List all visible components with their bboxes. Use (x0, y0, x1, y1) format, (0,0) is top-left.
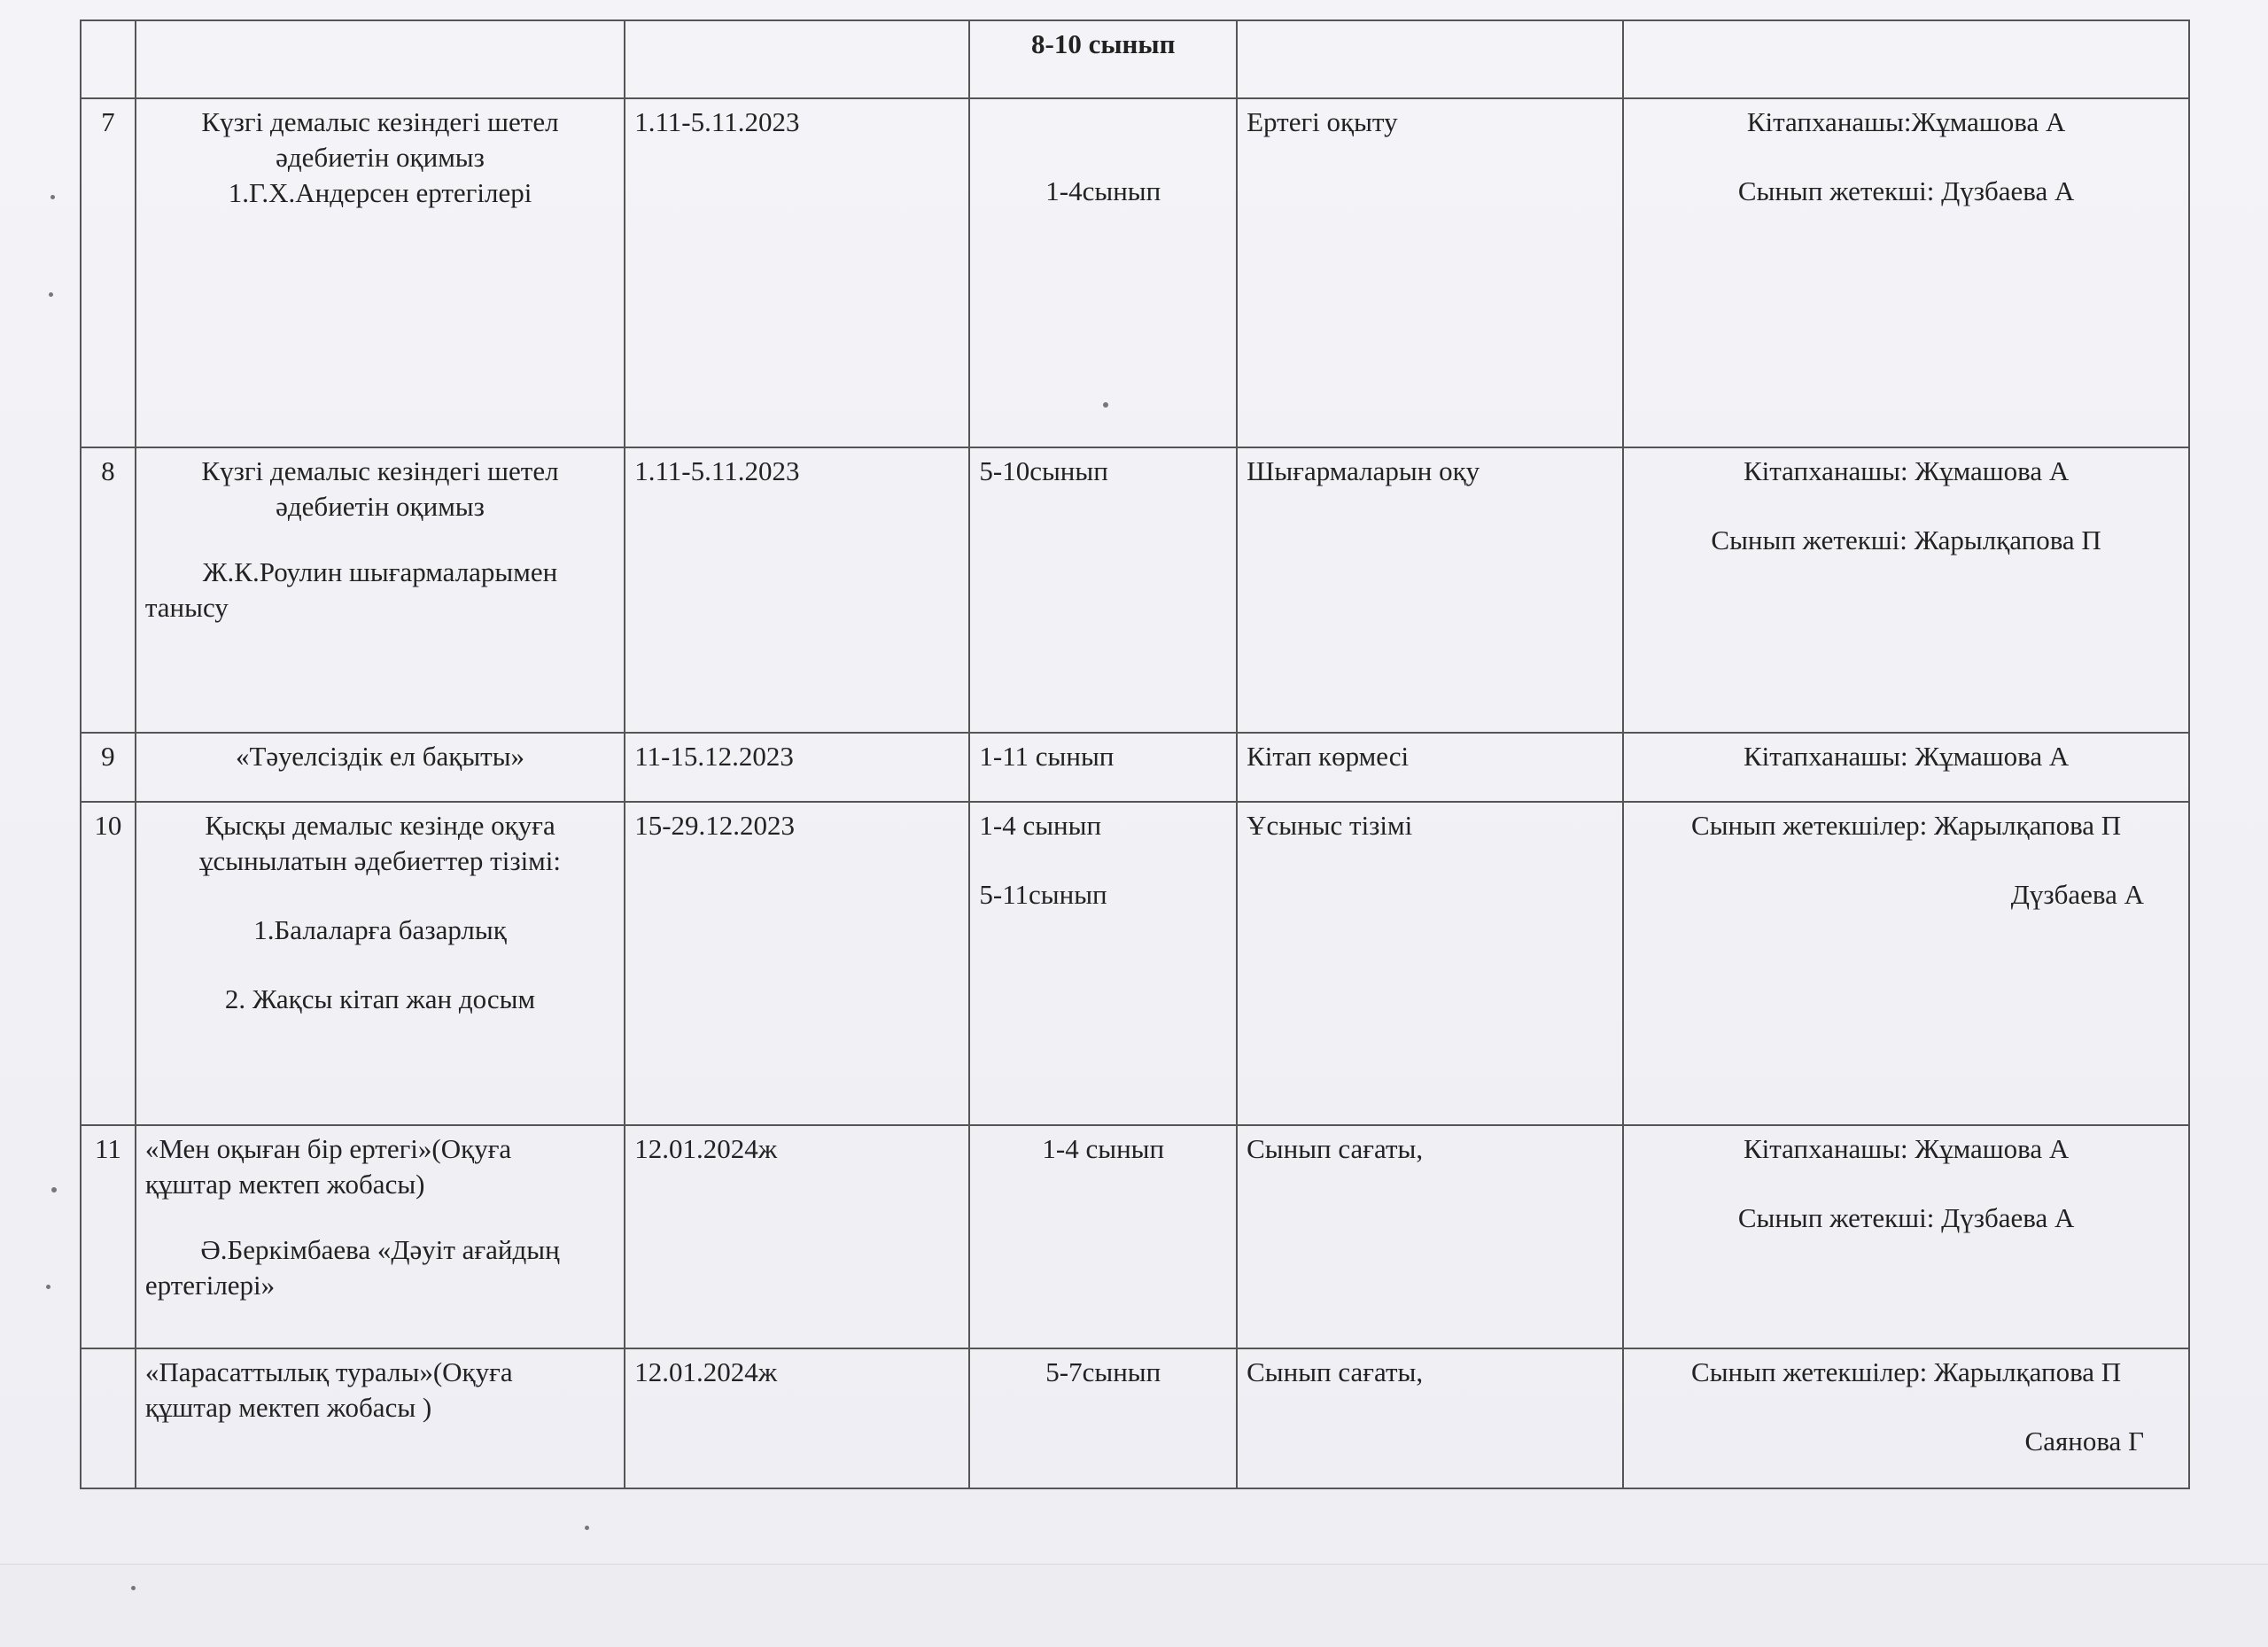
event-title-line: әдебиетін оқимыз (276, 491, 485, 522)
scan-speck (585, 1526, 589, 1530)
event-title-line: Қысқы демалыс кезінде оқуға (205, 810, 555, 841)
scan-speck (46, 1285, 50, 1289)
event-form: Сынып сағаты, (1237, 1125, 1623, 1348)
event-form: Шығармаларын оқу (1237, 447, 1623, 733)
scan-speck (51, 1187, 57, 1193)
event-classes (969, 447, 1237, 733)
event-date: 12.01.2024ж (625, 1348, 969, 1488)
event-date: 11-15.12.2023 (625, 733, 969, 802)
event-title (136, 733, 625, 802)
class-line: 5-10сынып (979, 455, 1108, 486)
event-title-line: «Тәуелсіздік ел бақыты» (235, 741, 525, 772)
table-row-continuation (81, 20, 2189, 98)
event-form: Сынып сағаты, (1237, 1348, 1623, 1488)
cell-date (625, 20, 969, 98)
event-form: Ұсыныс тізімі (1237, 802, 1623, 1125)
responsible-line: Сынып жетекшілер: Жарылқапова П (1691, 1356, 2122, 1387)
table-row (81, 733, 2189, 802)
row-number: 10 (81, 802, 136, 1125)
cell-responsible (1623, 20, 2189, 98)
table-row (81, 447, 2189, 733)
event-responsible (1623, 1348, 2189, 1488)
event-classes (969, 1348, 1237, 1488)
responsible-line: Сынып жетекшілер: Жарылқапова П (1691, 810, 2122, 841)
event-responsible (1623, 447, 2189, 733)
event-responsible (1623, 1125, 2189, 1348)
event-title-line: Күзгі демалыс кезіндегі шетел (201, 455, 559, 486)
cell-form (1237, 20, 1623, 98)
class-line: 5-7сынып (1045, 1356, 1161, 1387)
events-plan-table (80, 19, 2190, 1489)
responsible-line: Кітапханашы: Жұмашова А (1743, 1133, 2070, 1164)
scan-speck (131, 1586, 136, 1590)
event-classes (969, 733, 1237, 802)
cell-title (136, 20, 625, 98)
event-title (136, 1348, 625, 1488)
event-title-line: 1.Г.Х.Андерсен ертегілері (228, 177, 532, 208)
event-form: Кітап көрмесі (1237, 733, 1623, 802)
table-row (81, 1348, 2189, 1488)
responsible-line: Сынып жетекші: Дүзбаева А (1737, 1202, 2075, 1233)
class-label: 8-10 сынып (1031, 28, 1176, 59)
row-number: 8 (81, 447, 136, 733)
event-responsible (1623, 733, 2189, 802)
event-date: 1.11-5.11.2023 (625, 447, 969, 733)
event-title-line: ұсынылатын әдебиеттер тізімі: (199, 845, 562, 876)
class-line: 1-4сынып (1045, 175, 1161, 206)
event-responsible (1623, 802, 2189, 1125)
event-title-line: 2. Жақсы кітап жан досым (224, 983, 536, 1014)
event-title-line: Күзгі демалыс кезіндегі шетел (201, 106, 559, 137)
responsible-line: Сынып жетекші: Дүзбаева А (1737, 175, 2075, 206)
event-form: Ертегі оқыту (1237, 98, 1623, 447)
table-row (81, 98, 2189, 447)
event-title-line: танысу (144, 592, 229, 623)
event-title (136, 1125, 625, 1348)
row-number: 9 (81, 733, 136, 802)
event-date: 1.11-5.11.2023 (625, 98, 969, 447)
row-number: 11 (81, 1125, 136, 1348)
table-row (81, 802, 2189, 1125)
row-number: 7 (81, 98, 136, 447)
event-title-line: 1.Балаларға базарлық (253, 914, 507, 945)
event-title-line: «Парасаттылық туралы»(Оқуға (144, 1356, 513, 1387)
event-title (136, 98, 625, 447)
event-responsible (1623, 98, 2189, 447)
responsible-line: Кітапханашы: Жұмашова А (1743, 455, 2070, 486)
class-line: 5-11сынып (979, 879, 1107, 910)
responsible-line: Саянова Г (2024, 1426, 2144, 1457)
class-line: 1-4 сынып (979, 810, 1102, 841)
event-classes (969, 98, 1237, 447)
scan-speck (50, 195, 55, 199)
scan-background (0, 1564, 2268, 1647)
scan-speck (1103, 402, 1108, 408)
event-title (136, 447, 625, 733)
event-title-line: құштар мектеп жобасы) (144, 1169, 425, 1200)
scan-speck (49, 292, 53, 297)
responsible-line: Кітапханашы: Жұмашова А (1743, 741, 2070, 772)
row-number (81, 1348, 136, 1488)
event-classes (969, 1125, 1237, 1348)
cell-class (969, 20, 1237, 98)
table-row (81, 1125, 2189, 1348)
cell-num (81, 20, 136, 98)
event-date: 15-29.12.2023 (625, 802, 969, 1125)
event-title-line: ертегілері» (144, 1270, 276, 1301)
event-title (136, 802, 625, 1125)
event-title-line: «Мен оқыған бір ертегі»(Оқуға (144, 1133, 512, 1164)
event-date: 12.01.2024ж (625, 1125, 969, 1348)
responsible-line: Сынып жетекші: Жарылқапова П (1711, 524, 2101, 555)
event-title-line: құштар мектеп жобасы ) (144, 1392, 432, 1423)
class-line: 1-4 сынып (1042, 1133, 1165, 1164)
event-title-line: әдебиетін оқимыз (276, 142, 485, 173)
event-title-line: Ә.Беркімбаева «Дәуіт ағайдың (200, 1234, 560, 1265)
event-classes (969, 802, 1237, 1125)
class-line: 1-11 сынып (979, 741, 1115, 772)
responsible-line: Кітапханашы:Жұмашова А (1746, 106, 2066, 137)
event-title-line: Ж.К.Роулин шығармаларымен (202, 556, 558, 587)
responsible-line: Дүзбаева А (2010, 879, 2144, 910)
